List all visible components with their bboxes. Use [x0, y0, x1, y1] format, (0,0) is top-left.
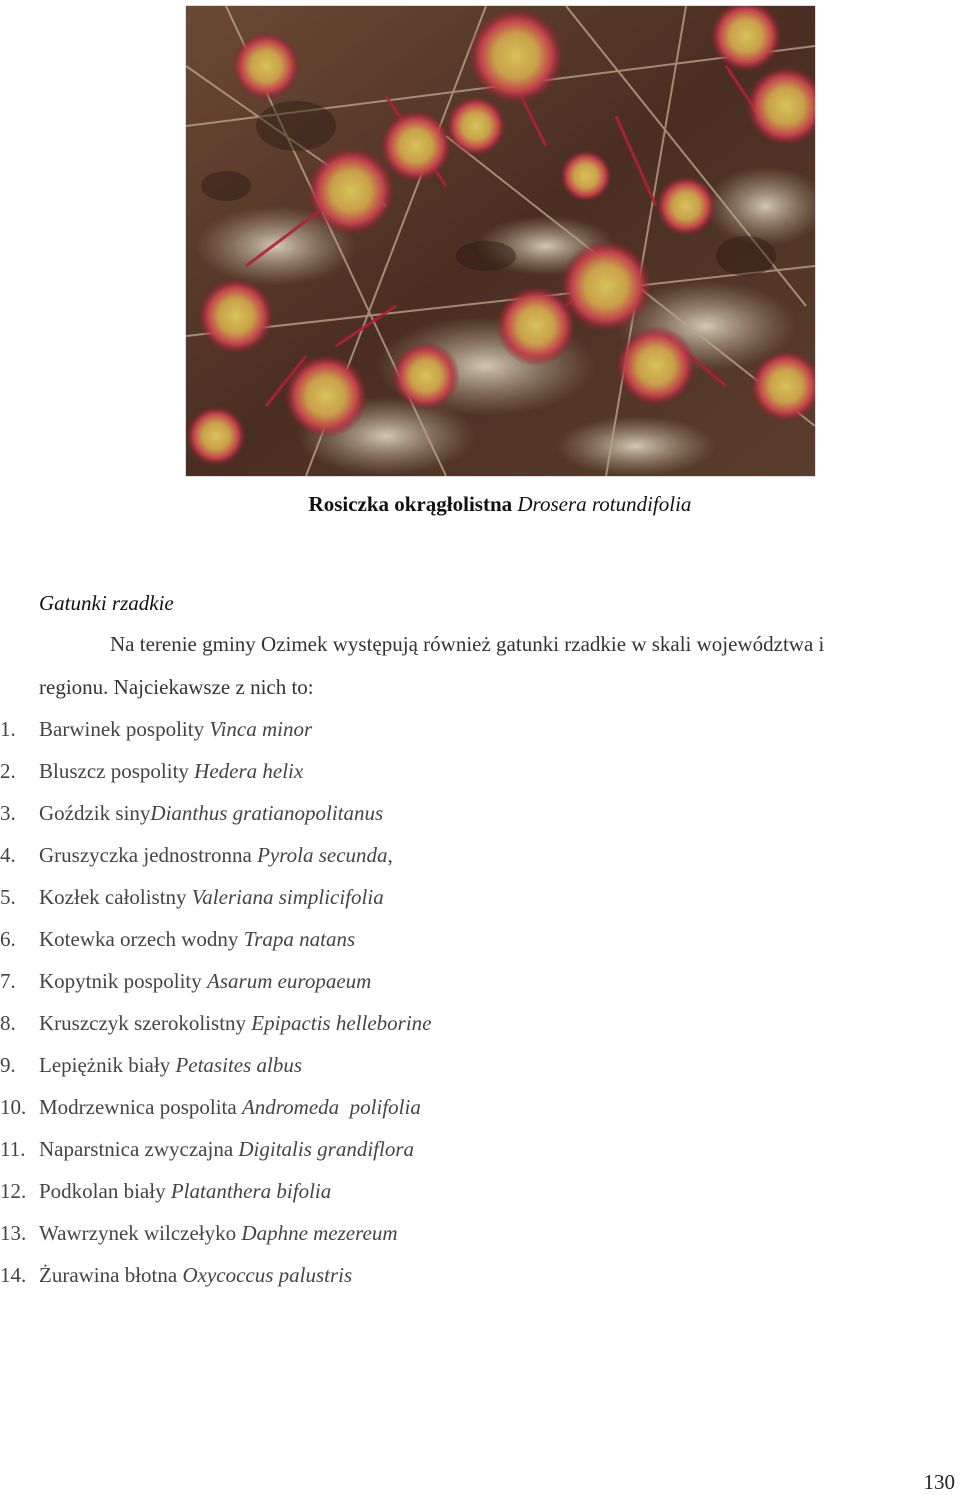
list-item: [0, 1179, 432, 1221]
list-item: [0, 1095, 432, 1137]
latin-name: Vinca minor: [209, 717, 313, 741]
common-name: Podkolan biały: [39, 1179, 166, 1203]
item-number: 10.: [0, 1095, 27, 1119]
common-name: Modrzewnica pospolita: [39, 1095, 237, 1119]
latin-name: Dianthus gratianopolitanus: [150, 801, 384, 825]
list-item: [0, 759, 432, 801]
item-number: 6.: [0, 927, 16, 951]
latin-name: Hedera helix: [194, 759, 304, 783]
common-name: Bluszcz pospolity: [39, 759, 189, 783]
common-name: Kruszczyk szerokolistny: [39, 1011, 247, 1035]
intro-text-line2: regionu. Najciekawsze z nich to:: [39, 675, 314, 699]
latin-name: Oxycoccus palustris: [182, 1263, 353, 1287]
list-item: [0, 927, 432, 969]
common-name: Kotewka orzech wodny: [39, 927, 239, 951]
list-item: [0, 969, 432, 1011]
item-number: 13.: [0, 1221, 27, 1245]
list-item: [0, 1221, 432, 1263]
latin-name: Asarum europaeum: [207, 969, 372, 993]
caption-latin-name: Drosera rotundifolia: [517, 492, 692, 516]
item-number: 5.: [0, 885, 16, 909]
list-item: [0, 1137, 432, 1179]
latin-name: Trapa natans: [243, 927, 356, 951]
common-name: Naparstnica zwyczajna: [39, 1137, 234, 1161]
photo-caption: [0, 492, 960, 517]
latin-name: Daphne mezereum: [241, 1221, 398, 1245]
item-number: 7.: [0, 969, 16, 993]
common-name: Lepiężnik biały: [39, 1053, 171, 1077]
latin-name: Platanthera bifolia: [170, 1179, 332, 1203]
item-number: 4.: [0, 843, 16, 867]
caption-common-name: Rosiczka okrągłolistna: [308, 492, 513, 516]
latin-name: Digitalis grandiflora: [238, 1137, 414, 1161]
latin-name: Valeriana simplicifolia: [191, 885, 384, 909]
common-name: Kopytnik pospolity: [39, 969, 202, 993]
list-item: [0, 885, 432, 927]
common-name: Goździk siny: [39, 801, 151, 825]
latin-name: Petasites albus: [175, 1053, 303, 1077]
common-name: Gruszyczka jednostronna: [39, 843, 252, 867]
item-number: 14.: [0, 1263, 27, 1287]
item-number: 8.: [0, 1011, 16, 1035]
common-name: Barwinek pospolity: [39, 717, 205, 741]
latin-name: Epipactis helleborine: [251, 1011, 432, 1035]
latin-name: Pyrola secunda: [257, 843, 388, 867]
list-item: [0, 801, 432, 843]
item-number: 1.: [0, 717, 16, 741]
list-item: [0, 843, 432, 885]
common-name: Wawrzynek wilczełyko: [39, 1221, 237, 1245]
item-number: 3.: [0, 801, 16, 825]
intro-text-line1: Na terenie gminy Ozimek występują również gatunki rzadkie w skali województwa i: [110, 632, 825, 656]
list-item: [0, 1263, 432, 1305]
latin-name: Andromeda polifolia: [241, 1095, 421, 1119]
item-number: 11.: [0, 1137, 26, 1161]
list-item: [0, 1053, 432, 1095]
common-name: Żurawina błotna: [39, 1263, 178, 1287]
page-number: 130: [923, 1470, 955, 1494]
item-number: 2.: [0, 759, 16, 783]
species-list: [0, 717, 432, 1305]
item-number: 9.: [0, 1053, 16, 1077]
item-suffix: ,: [387, 843, 393, 867]
sundew-photo: [185, 5, 816, 477]
item-number: 12.: [0, 1179, 27, 1203]
section-heading: Gatunki rzadkie: [39, 591, 174, 615]
list-item: [0, 1011, 432, 1053]
common-name: Kozłek całolistny: [39, 885, 187, 909]
list-item: [0, 717, 432, 759]
